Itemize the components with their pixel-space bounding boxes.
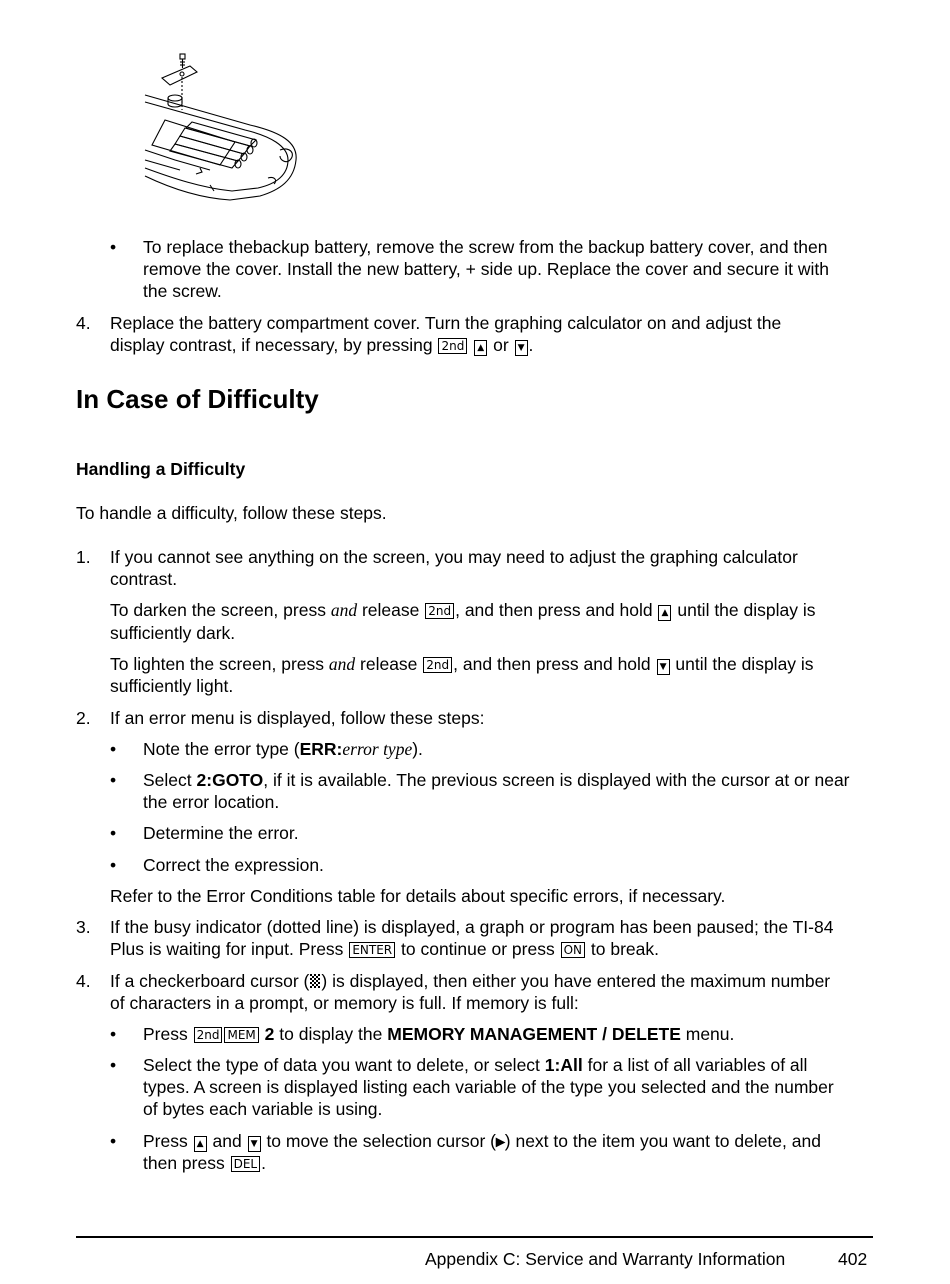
s1-line2: contrast. [110, 569, 178, 589]
bullet-mark: • [110, 770, 117, 790]
s2-bullet2-line2: the error location. [143, 792, 280, 812]
top-bullet-line3: the screw. [143, 281, 222, 301]
second-key: 2nd [194, 1027, 223, 1043]
bullet-mark: • [110, 739, 117, 759]
s1-darken: To darken the screen, press and release 2nd , and then press and hold ▲ until the display is [110, 600, 816, 620]
up-arrow-key-icon: ▲ [658, 605, 671, 621]
bullet-mark: • [110, 1131, 117, 1151]
step-number: 4. [76, 313, 91, 333]
subheading: Handling a Difficulty [76, 459, 246, 479]
s2-refer: Refer to the Error Conditions table for details about specific errors, if necessary. [110, 886, 726, 906]
checkerboard-cursor-icon [310, 974, 320, 988]
s2-bullet4: Correct the expression. [143, 855, 324, 875]
selection-cursor-icon: ▸ [495, 1131, 505, 1151]
bullet-mark: • [110, 855, 117, 875]
down-arrow-key-icon: ▼ [657, 659, 670, 675]
s4-bullet2-line3: of bytes each variable is using. [143, 1099, 383, 1119]
footer-rule [76, 1236, 873, 1238]
step-number: 4. [76, 971, 91, 991]
down-arrow-key-icon: ▼ [248, 1136, 261, 1152]
section-heading: In Case of Difficulty [76, 384, 319, 414]
step-number: 1. [76, 547, 91, 567]
top-bullet-line2: remove the cover. Install the new battery, + side up. Replace the cover and secure it with [143, 259, 829, 279]
s2-line1: If an error menu is displayed, follow these steps: [110, 708, 485, 728]
s2-bullet1: Note the error type (ERR:error type). [143, 739, 423, 759]
s4-bullet2-line2: types. A screen is displayed listing each variable of the type you selected and the number [143, 1077, 834, 1097]
top-bullet-line1: To replace thebackup battery, remove the screw from the backup battery cover, and then [143, 237, 828, 257]
second-key: 2nd [423, 657, 452, 673]
s1-lighten-line2: sufficiently light. [110, 676, 234, 696]
s4-line1: If a checkerboard cursor ( ) is displayed, then either you have entered the maximum number [110, 971, 831, 991]
second-key: 2nd [438, 338, 467, 354]
del-key: DEL [231, 1156, 261, 1172]
s1-lighten: To lighten the screen, press and release 2nd , and then press and hold ▼ until the display is [110, 654, 814, 674]
second-key: 2nd [425, 603, 454, 619]
s3-line1: If the busy indicator (dotted line) is displayed, a graph or program has been paused; the TI-84 [110, 917, 834, 937]
bullet-mark: • [110, 237, 117, 257]
step4-line1: Replace the battery compartment cover. Turn the graphing calculator on and adjust the [110, 313, 782, 333]
bullet-mark: • [110, 1024, 117, 1044]
bullet-mark: • [110, 823, 117, 843]
on-key: ON [561, 942, 585, 958]
s4-bullet1: Press 2nd MEM 2 to display the MEMORY MANAGEMENT / DELETE menu. [143, 1024, 735, 1044]
battery-compartment-illustration [140, 50, 305, 205]
footer-title: Appendix C: Service and Warranty Information [425, 1249, 786, 1269]
up-arrow-key-icon: ▲ [474, 340, 487, 356]
s4-bullet2: Select the type of data you want to delete, or select 1:All for a list of all variables of all [143, 1055, 808, 1075]
s2-bullet3: Determine the error. [143, 823, 299, 843]
down-arrow-key-icon: ▼ [515, 340, 528, 356]
mem-key: MEM [224, 1027, 258, 1043]
intro-text: To handle a difficulty, follow these steps. [76, 503, 387, 523]
enter-key: ENTER [349, 942, 395, 958]
s2-bullet2: Select 2:GOTO, if it is available. The previous screen is displayed with the cursor at or near [143, 770, 850, 790]
bullet-mark: • [110, 1055, 117, 1075]
s1-line1: If you cannot see anything on the screen, you may need to adjust the graphing calculator [110, 547, 798, 567]
s1-darken-line2: sufficiently dark. [110, 623, 236, 643]
s3-line2: Plus is waiting for input. Press ENTER to continue or press ON to break. [110, 939, 659, 959]
step-number: 2. [76, 708, 91, 728]
page-number: 402 [838, 1249, 868, 1269]
s4-bullet3-line2: then press DEL . [143, 1153, 266, 1173]
step4-line2: display contrast, if necessary, by pressing 2nd ▲ or ▼ . [110, 335, 534, 355]
up-arrow-key-icon: ▲ [194, 1136, 207, 1152]
s4-line2: of characters in a prompt, or memory is full. If memory is full: [110, 993, 579, 1013]
step-number: 3. [76, 917, 91, 937]
s4-bullet3: Press ▲ and ▼ to move the selection cursor (▸) next to the item you want to delete, and [143, 1131, 821, 1151]
